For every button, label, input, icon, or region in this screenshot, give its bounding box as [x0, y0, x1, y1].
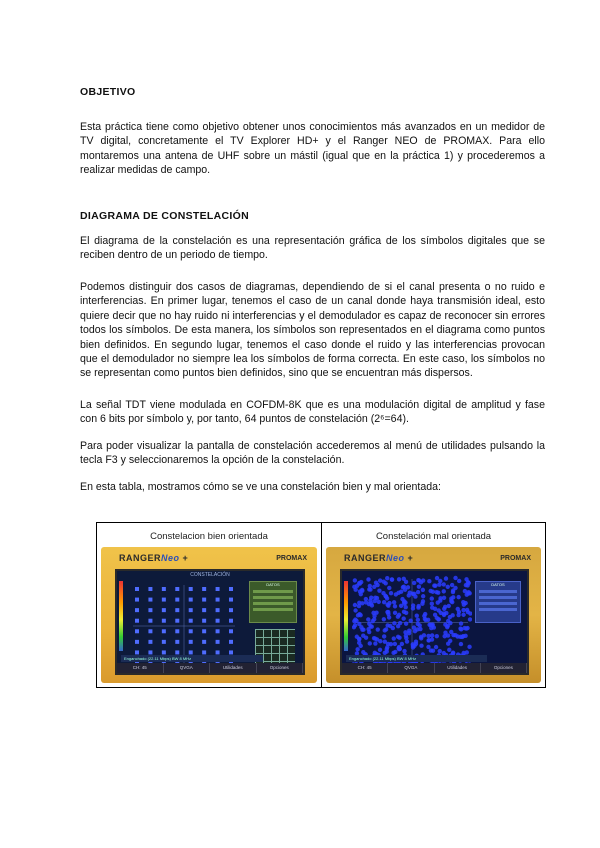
device-brand: RANGERNeo + [344, 553, 414, 563]
constellation-point [386, 603, 390, 607]
constellation-point [216, 619, 220, 623]
constellation-point [229, 640, 233, 644]
constellation-point [426, 618, 430, 622]
constellation-point [456, 613, 460, 617]
constellation-point [405, 639, 409, 643]
constellation-point [202, 619, 206, 623]
constellation-point [162, 629, 166, 633]
constellation-point [392, 621, 396, 625]
constellation-point [135, 629, 139, 633]
constellation-point [135, 608, 139, 612]
constellation-point [359, 592, 363, 596]
constellation-point [421, 594, 425, 598]
constellation-point [430, 596, 434, 600]
constellation-point [404, 622, 408, 626]
constellation-point [402, 577, 406, 581]
constellation-point [433, 584, 437, 588]
constellation-point [435, 576, 439, 580]
constellation-point [411, 592, 415, 596]
constellation-point [412, 581, 416, 585]
screen-tabs [117, 663, 303, 673]
constellation-point [175, 608, 179, 612]
constellation-point [443, 622, 447, 626]
constellation-point [366, 627, 370, 631]
constellation-point [450, 583, 454, 587]
constellation-point [175, 650, 179, 654]
constellation-point [202, 650, 206, 654]
constellation-point [436, 600, 440, 604]
constellation-point [377, 588, 381, 592]
constellation-point [435, 616, 439, 620]
level-bar [119, 581, 123, 651]
constellation-point [407, 593, 411, 597]
constellation-point [229, 587, 233, 591]
constellation-point [229, 629, 233, 633]
constellation-point [466, 591, 470, 595]
constellation-point [422, 614, 426, 618]
constellation-point [416, 578, 420, 582]
lock-status: Enganchado (22.11 Mbps) BW 8 MHz [346, 655, 487, 662]
constellation-point [437, 582, 441, 586]
tab-channel: CH: 45 [342, 663, 388, 673]
constellation-heading: DIAGRAMA DE CONSTELACIÓN [80, 210, 249, 222]
promax-logo: PROMAX [500, 555, 531, 562]
cases-paragraph: Podemos distinguir dos casos de diagramas, dependiendo de si el canal presenta o no ruido e interferencias. En primer lugar, tenemos el caso de un canal donde haya transmisión ideal, esto quiere decir que no hay ruido ni interferencias y el demodulador es capaz de reconocer sin errores todos los símbolos. De esta manera, los símbolos son representados en el diagrama como puntos bien definidos. En segundo lugar, tenemos el caso donde el ruido y las interferencias provocan que el demodulador no siempre lea los símbolos de forma correcta. En este caso, los símbolos no se representan como puntos bien definidos, sino que se encuentran más dispersos. [80, 281, 545, 380]
constellation-point [446, 642, 450, 646]
constellation-point [426, 634, 430, 638]
constellation-point [403, 588, 407, 592]
constellation-point [376, 627, 380, 631]
constellation-point [367, 587, 371, 591]
constellation-point [216, 587, 220, 591]
constellation-point [448, 621, 452, 625]
constellation-point [416, 590, 420, 594]
constellation-point [401, 616, 405, 620]
constellation-point [392, 600, 396, 604]
constellation-point [421, 599, 425, 603]
constellation-point [229, 608, 233, 612]
constellation-point [433, 607, 437, 611]
constellation-point [434, 645, 438, 649]
tab-channel: CH: 45 [117, 663, 164, 673]
constellation-point [189, 640, 193, 644]
constellation-point [442, 596, 446, 600]
constellation-point [366, 617, 370, 621]
constellation-point [135, 650, 139, 654]
constellation-point [216, 640, 220, 644]
constellation-point [427, 579, 431, 583]
constellation-point [397, 635, 401, 639]
bad-constellation-cell [322, 523, 545, 687]
constellation-point [377, 600, 381, 604]
intro-paragraph: El diagrama de la constelación es una representación gráfica de los símbolos digitales que se reciben dentro de un periodo de tiempo. [80, 235, 545, 262]
device-screen [340, 569, 529, 675]
constellation-point [399, 604, 403, 608]
constellation-point [398, 647, 402, 651]
constellation-point [135, 619, 139, 623]
constellation-point [385, 623, 389, 627]
constellation-point [416, 618, 420, 622]
constellation-point [443, 605, 447, 609]
constellation-point [393, 604, 397, 608]
constellation-point [189, 608, 193, 612]
constellation-point [411, 644, 415, 648]
constellation-point [421, 588, 425, 592]
constellation-point [189, 587, 193, 591]
constellation-point [368, 641, 372, 645]
objective-heading: OBJETIVO [80, 86, 136, 98]
constellation-point [357, 612, 361, 616]
constellation-point [382, 617, 386, 621]
constellation-point [393, 611, 397, 615]
constellation-point [216, 629, 220, 633]
constellation-point [148, 640, 152, 644]
constellation-point [442, 582, 446, 586]
constellation-point [162, 640, 166, 644]
constellation-point [162, 650, 166, 654]
constellation-point [359, 580, 363, 584]
constellation-point [385, 576, 389, 580]
constellation-point [451, 633, 455, 637]
bad-constellation-photo [326, 547, 541, 683]
constellation-point [202, 598, 206, 602]
constellation-point [202, 608, 206, 612]
constellation-point [384, 581, 388, 585]
constellation-point [135, 598, 139, 602]
visualize-paragraph: Para poder visualizar la pantalla de constelación accederemos al menú de utilidades pulsando la tecla F3 y seleccionaremos la opción de la constelación. [80, 440, 545, 467]
constellation-point [409, 618, 413, 622]
constellation-point [459, 621, 463, 625]
constellation-point [422, 633, 426, 637]
constellation-point [426, 638, 430, 642]
good-constellation-cell [97, 523, 322, 687]
constellation-point [148, 619, 152, 623]
constellation-point [135, 587, 139, 591]
constellation-point [447, 648, 451, 652]
constellation-point [382, 634, 386, 638]
constellation-point [366, 577, 370, 581]
constellation-point [404, 611, 408, 615]
constellation-point [216, 608, 220, 612]
device-brand: RANGERNeo + [119, 553, 189, 563]
device-screen [115, 569, 305, 675]
constellation-point [357, 622, 361, 626]
constellation-point [456, 595, 460, 599]
constellation-comparison-table [96, 522, 546, 688]
constellation-point [189, 598, 193, 602]
constellation-point [375, 583, 379, 587]
tab-qvga: QVGA [388, 663, 434, 673]
constellation-point [216, 650, 220, 654]
constellation-point [389, 642, 393, 646]
constellation-point [397, 577, 401, 581]
tab-qvga: QVGA [164, 663, 211, 673]
constellation-point [355, 647, 359, 651]
constellation-point [404, 605, 408, 609]
tab-options: Opciones [257, 663, 304, 673]
constellation-point [390, 577, 394, 581]
constellation-point [431, 590, 435, 594]
good-constellation-photo [101, 547, 317, 683]
constellation-point [368, 598, 372, 602]
constellation-point [162, 619, 166, 623]
constellation-point [353, 603, 357, 607]
constellation-point [396, 624, 400, 628]
constellation-point [442, 589, 446, 593]
constellation-point [378, 648, 382, 652]
constellation-point [414, 639, 418, 643]
constellation-point [202, 629, 206, 633]
constellation-point [385, 645, 389, 649]
constellation-point [391, 626, 395, 630]
constellation-point [229, 598, 233, 602]
constellation-point [148, 587, 152, 591]
constellation-point [467, 645, 471, 649]
constellation-point [468, 617, 472, 621]
constellation-point [355, 635, 359, 639]
constellation-point [430, 601, 434, 605]
constellation-point [412, 625, 416, 629]
constellation-point [216, 598, 220, 602]
constellation-point [383, 640, 387, 644]
constellation-point [175, 640, 179, 644]
constellation-point [457, 579, 461, 583]
constellation-point [450, 613, 454, 617]
constellation-point [386, 610, 390, 614]
lock-status: Enganchado (22.11 Mbps) BW 8 MHz [121, 655, 263, 662]
constellation-point [438, 579, 442, 583]
screen-tabs [342, 663, 527, 673]
constellation-point [417, 623, 421, 627]
constellation-point [429, 648, 433, 652]
constellation-point [442, 634, 446, 638]
constellation-point [417, 585, 421, 589]
table-intro-paragraph: En esta tabla, mostramos cómo se ve una constelación bien y mal orientada: [80, 481, 441, 493]
constellation-point [353, 578, 357, 582]
constellation-point [175, 598, 179, 602]
constellation-point [355, 584, 359, 588]
constellation-point [393, 642, 397, 646]
tab-utilities: Utilidades [210, 663, 257, 673]
constellation-point [353, 608, 357, 612]
constellation-point [464, 626, 468, 630]
constellation-point [361, 633, 365, 637]
tab-utilities: Utilidades [435, 663, 481, 673]
constellation-point [148, 629, 152, 633]
constellation-point [466, 610, 470, 614]
constellation-point [453, 576, 457, 580]
constellation-point [361, 650, 365, 654]
constellation-point [357, 601, 361, 605]
constellation-point [175, 629, 179, 633]
constellation-point [229, 650, 233, 654]
constellation-point [202, 587, 206, 591]
tab-options: Opciones [481, 663, 527, 673]
constellation-point [175, 619, 179, 623]
constellation-point [442, 611, 446, 615]
constellation-point [162, 587, 166, 591]
constellation-point [462, 602, 466, 606]
constellation-point [466, 580, 470, 584]
constellation-point [148, 598, 152, 602]
constellation-point [382, 600, 386, 604]
constellation-point [458, 626, 462, 630]
constellation-point [449, 598, 453, 602]
good-constellation-caption: Constelacion bien orientada [150, 531, 268, 542]
constellation-point [415, 614, 419, 618]
constellation-point [202, 640, 206, 644]
constellation-point [411, 606, 415, 610]
constellation-point [461, 634, 465, 638]
constellation-point [353, 588, 357, 592]
promax-logo: PROMAX [276, 555, 307, 562]
constellation-point [389, 591, 393, 595]
constellation-point [378, 639, 382, 643]
constellation-point [148, 650, 152, 654]
constellation-point [162, 608, 166, 612]
constellation-point [397, 613, 401, 617]
constellation-point [426, 645, 430, 649]
constellation-point [416, 605, 420, 609]
constellation-point [459, 642, 463, 646]
constellation-point [419, 644, 423, 648]
constellation-point [360, 627, 364, 631]
objective-paragraph: Esta práctica tiene como objetivo obtener unos conocimientos más avanzados en un medidor de TV digital, concretamente el TV Explorer HD+ y el Ranger NEO de PROMAX. Para ello montaremos una antena de UHF sobre un mástil (igual que en la práctica 1) y procederemos a realizar medidas de campo. [80, 121, 545, 177]
level-bar [344, 581, 348, 651]
constellation-point [429, 626, 433, 630]
constellation-point [438, 649, 442, 653]
constellation-point [162, 598, 166, 602]
constellation-point [135, 640, 139, 644]
data-panel: DATOS [249, 581, 297, 623]
constellation-point [436, 590, 440, 594]
screen-title: CONSTELACIÓN [190, 572, 230, 578]
constellation-point [392, 636, 396, 640]
constellation-point [373, 641, 377, 645]
constellation-point [455, 634, 459, 638]
constellation-point [148, 608, 152, 612]
constellation-point [435, 634, 439, 638]
constellation-point [189, 619, 193, 623]
constellation-point [387, 586, 391, 590]
constellation-point [451, 588, 455, 592]
constellation-point [359, 644, 363, 648]
constellation-point [402, 649, 406, 653]
tdt-paragraph: La señal TDT viene modulada en COFDM-8K que es una modulación digital de amplitud y fase con 6 bits por símbolo y, por tanto, 64 puntos de constelación (2⁶=64). [80, 399, 545, 426]
constellation-point [396, 591, 400, 595]
constellation-point [384, 627, 388, 631]
constellation-point [175, 587, 179, 591]
constellation-point [189, 629, 193, 633]
constellation-point [229, 619, 233, 623]
bad-constellation-caption: Constelación mal orientada [375, 531, 492, 542]
constellation-point [446, 585, 450, 589]
constellation-point [404, 634, 408, 638]
constellation-point [461, 613, 465, 617]
constellation-point [402, 599, 406, 603]
constellation-point [444, 576, 448, 580]
constellation-point [189, 650, 193, 654]
data-panel: DATOS [475, 581, 521, 623]
constellation-point [385, 596, 389, 600]
